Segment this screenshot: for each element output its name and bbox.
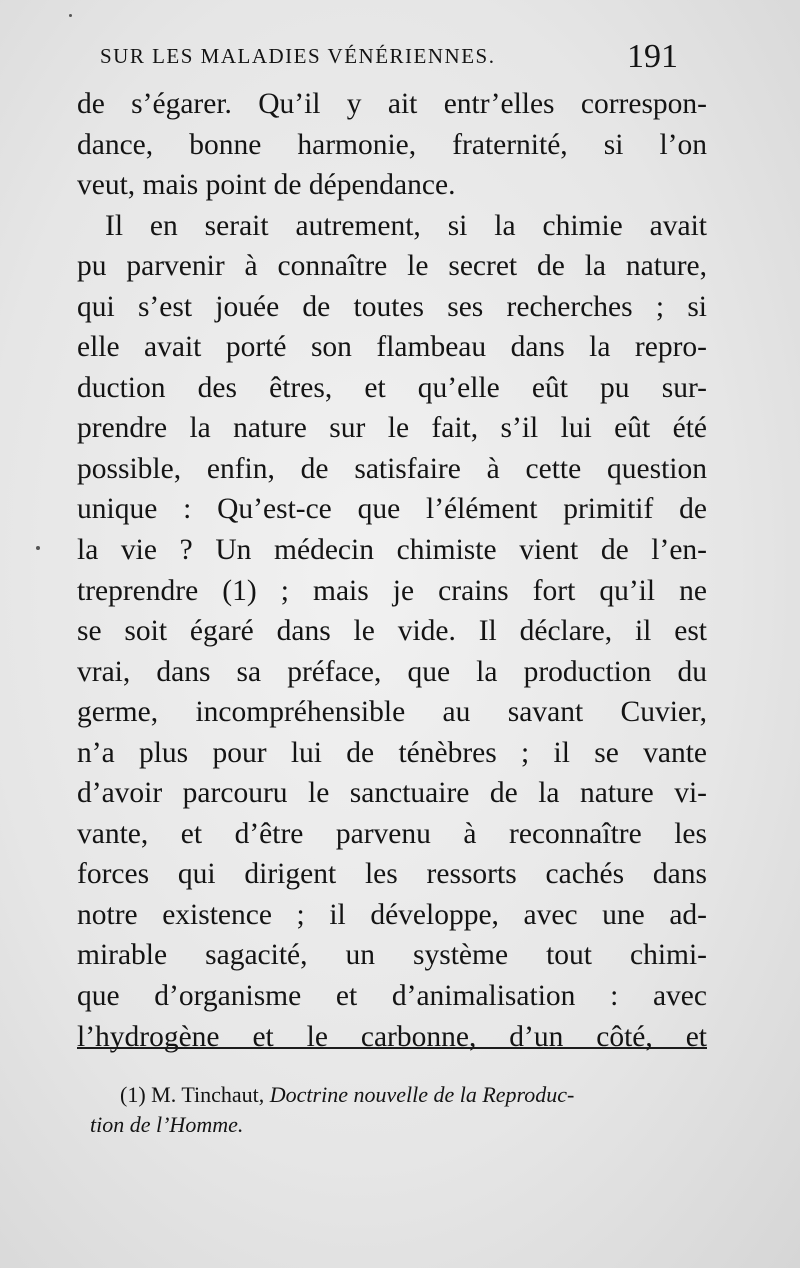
text-line: vrai, dans sa préface, que la production du: [77, 655, 707, 688]
text-line: pu parvenir à connaître le secret de la nature,: [77, 250, 707, 283]
text-line: la vie ? Un médecin chimiste vient de l’en-: [77, 534, 707, 567]
footnote-continuation: tion de l’Homme.: [90, 1112, 244, 1137]
footnote: [90, 1080, 710, 1140]
running-head: SUR LES MALADIES VÉNÉRIENNES.: [100, 44, 496, 68]
text-line: notre existence ; il développe, avec une ad-: [77, 898, 707, 931]
text-line: n’a plus pour lui de ténèbres ; il se vante: [77, 736, 707, 769]
text-line: forces qui dirigent les ressorts cachés dans: [77, 858, 707, 891]
text-line: dance, bonne harmonie, fraternité, si l’on: [77, 128, 707, 161]
footnote-marker-author: (1) M. Tinchaut,: [120, 1082, 265, 1107]
text-line: germe, incompréhensible au savant Cuvier,: [77, 696, 707, 729]
text-line: se soit égaré dans le vide. Il déclare, il est: [77, 615, 707, 648]
text-line: unique : Qu’est-ce que l’élément primitif de: [77, 493, 707, 526]
text-line: possible, enfin, de satisfaire à cette question: [77, 452, 707, 485]
page-header: [100, 38, 700, 78]
ink-speck: [69, 14, 72, 17]
text-line: que d’organisme et d’animalisation : avec: [77, 980, 707, 1013]
text-line: qui s’est jouée de toutes ses recherches ; si: [77, 290, 707, 323]
footnote-title: Doctrine nouvelle de la Reproduc-: [269, 1082, 575, 1107]
text-line: elle avait porté son flambeau dans la repro-: [77, 331, 707, 364]
text-line: l’hydrogène et le carbonne, d’un côté, et: [77, 1020, 707, 1053]
footnote-line: [90, 1080, 710, 1110]
text-line: veut, mais point de dépendance.: [77, 169, 456, 202]
text-line: vante, et d’être parvenu à reconnaître les: [77, 817, 707, 850]
text-line: d’avoir parcouru le sanctuaire de la nature vi-: [77, 777, 707, 810]
text-line: treprendre (1) ; mais je crains fort qu’il ne: [77, 574, 707, 607]
text-line: Il en serait autrement, si la chimie avait: [105, 209, 707, 242]
text-line: de s’égarer. Qu’il y ait entr’elles correspon-: [77, 88, 707, 120]
footnote-rule: [77, 1047, 707, 1049]
body-text: [77, 84, 707, 1057]
text-line: prendre la nature sur le fait, s’il lui eût été: [77, 412, 707, 445]
text-line: duction des êtres, et qu’elle eût pu sur-: [77, 371, 707, 404]
text-line: mirable sagacité, un système tout chimi-: [77, 939, 707, 972]
page-number: 191: [627, 38, 678, 75]
ink-speck: [36, 546, 40, 550]
